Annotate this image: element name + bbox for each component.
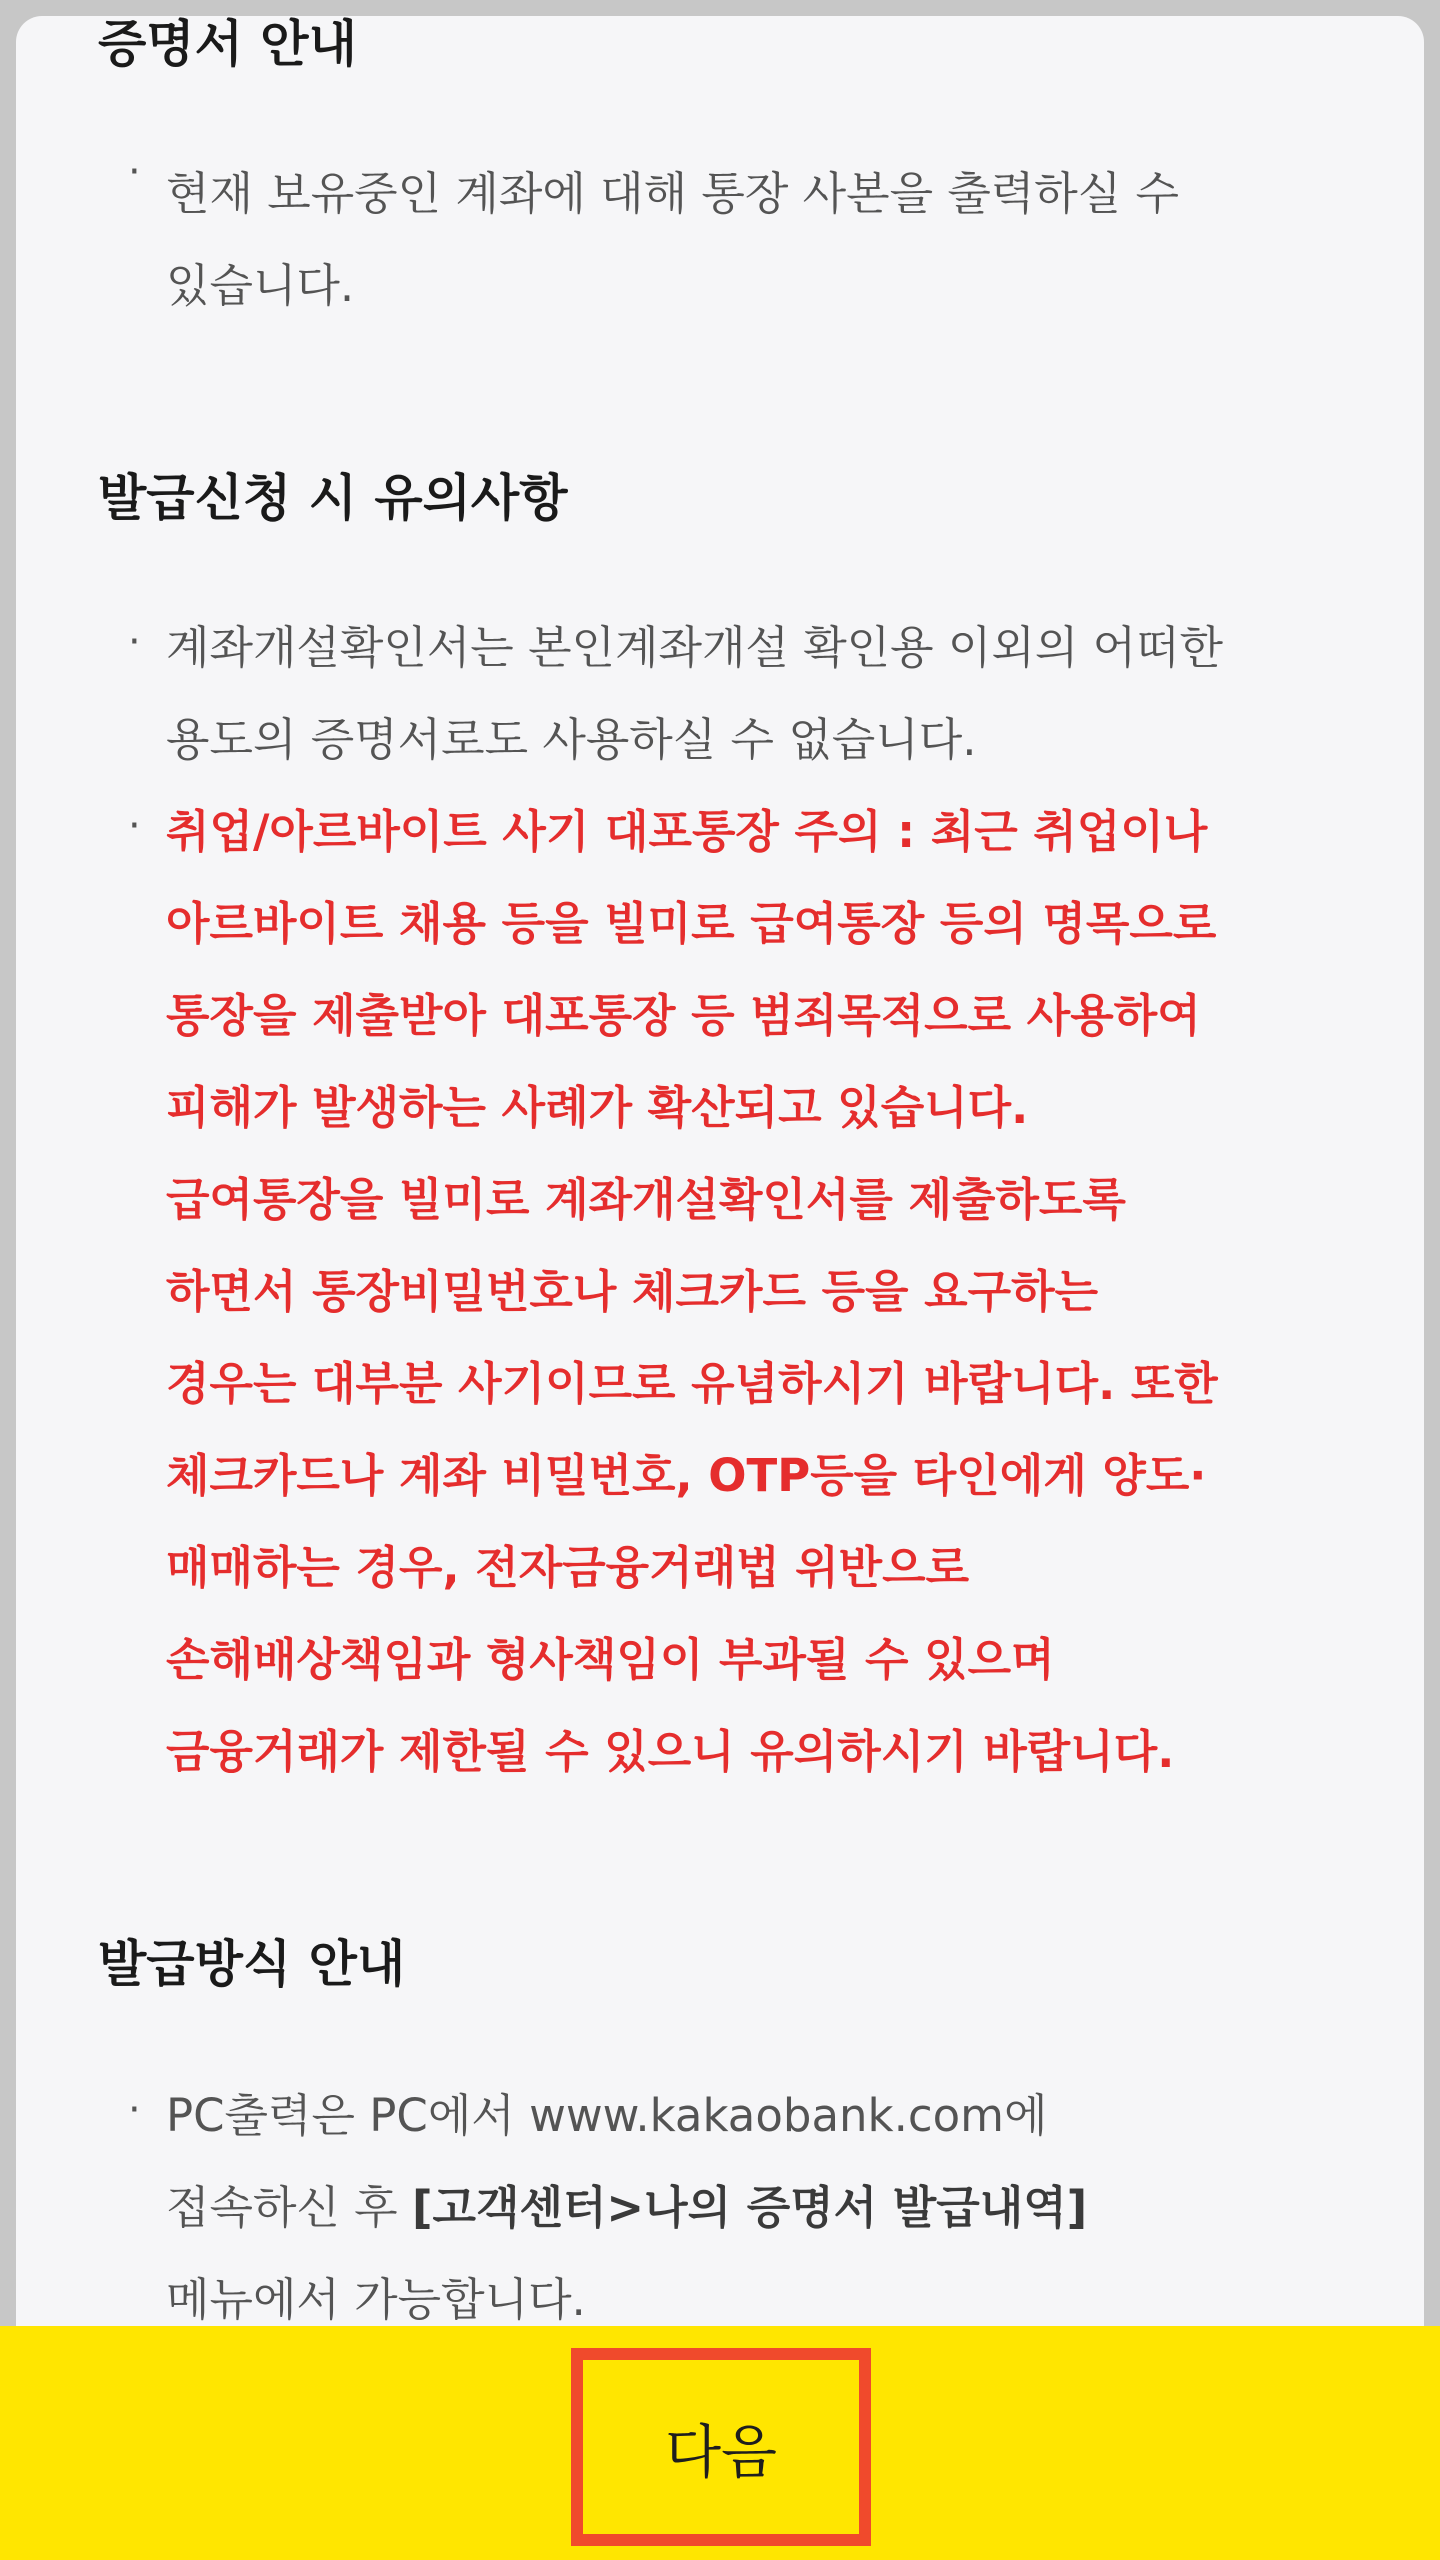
issue-method-line — [166, 2180, 1087, 2236]
bullet-icon: · — [128, 803, 141, 849]
warning-line: 취업/아르바이트 사기 대포통장 주의 : 최근 취업이나 — [166, 805, 1208, 858]
warning-line: 피해가 발생하는 사례가 확산되고 있습니다. — [166, 1081, 1029, 1134]
next-button-label: 다음 — [664, 2418, 778, 2486]
issue-method-section-title: 발급방식 안내 — [98, 1935, 406, 1993]
bullet-icon: · — [128, 619, 141, 665]
bullet-icon: · — [128, 149, 141, 195]
warning-line: 급여통장을 빌미로 계좌개설확인서를 제출하도록 — [166, 1173, 1126, 1226]
certificate-section-title: 증명서 안내 — [98, 16, 357, 73]
warning-line: 금융거래가 제한될 수 있으니 유의하시기 바랍니다. — [166, 1725, 1175, 1778]
certificate-item-line: 현재 보유중인 계좌에 대해 통장 사본을 출력하실 수 — [166, 167, 1180, 220]
warning-line: 매매하는 경우, 전자금융거래법 위반으로 — [166, 1541, 970, 1594]
caution-item-line: 용도의 증명서로도 사용하실 수 없습니다. — [166, 713, 977, 766]
warning-line: 손해배상책임과 형사책임이 부과될 수 있으며 — [166, 1633, 1055, 1686]
menu-path-text: [고객센터>나의 증명서 발급내역] — [411, 2181, 1088, 2234]
issue-method-line: PC출력은 PC에서 www.kakaobank.com에 — [166, 2089, 1048, 2142]
warning-line: 경우는 대부분 사기이므로 유념하시기 바랍니다. 또한 — [166, 1357, 1218, 1410]
bullet-icon: · — [128, 2087, 141, 2133]
issue-method-line: 메뉴에서 가능합니다. — [166, 2273, 586, 2326]
caution-section-title: 발급신청 시 유의사항 — [98, 469, 568, 527]
warning-line: 하면서 통장비밀번호나 체크카드 등을 요구하는 — [166, 1265, 1099, 1318]
issue-method-line-prefix: 접속하신 후 — [166, 2181, 412, 2234]
warning-line: 아르바이트 채용 등을 빌미로 급여통장 등의 명목으로 — [166, 897, 1217, 950]
caution-item-line: 계좌개설확인서는 본인계좌개설 확인용 이외의 어떠한 — [166, 621, 1224, 674]
next-button[interactable] — [571, 2348, 871, 2546]
warning-line: 체크카드나 계좌 비밀번호, OTP등을 타인에게 양도· — [166, 1449, 1207, 1502]
warning-line: 통장을 제출받아 대포통장 등 범죄목적으로 사용하여 — [166, 989, 1201, 1042]
content-sheet — [16, 16, 1424, 2544]
certificate-item-line: 있습니다. — [166, 259, 355, 312]
